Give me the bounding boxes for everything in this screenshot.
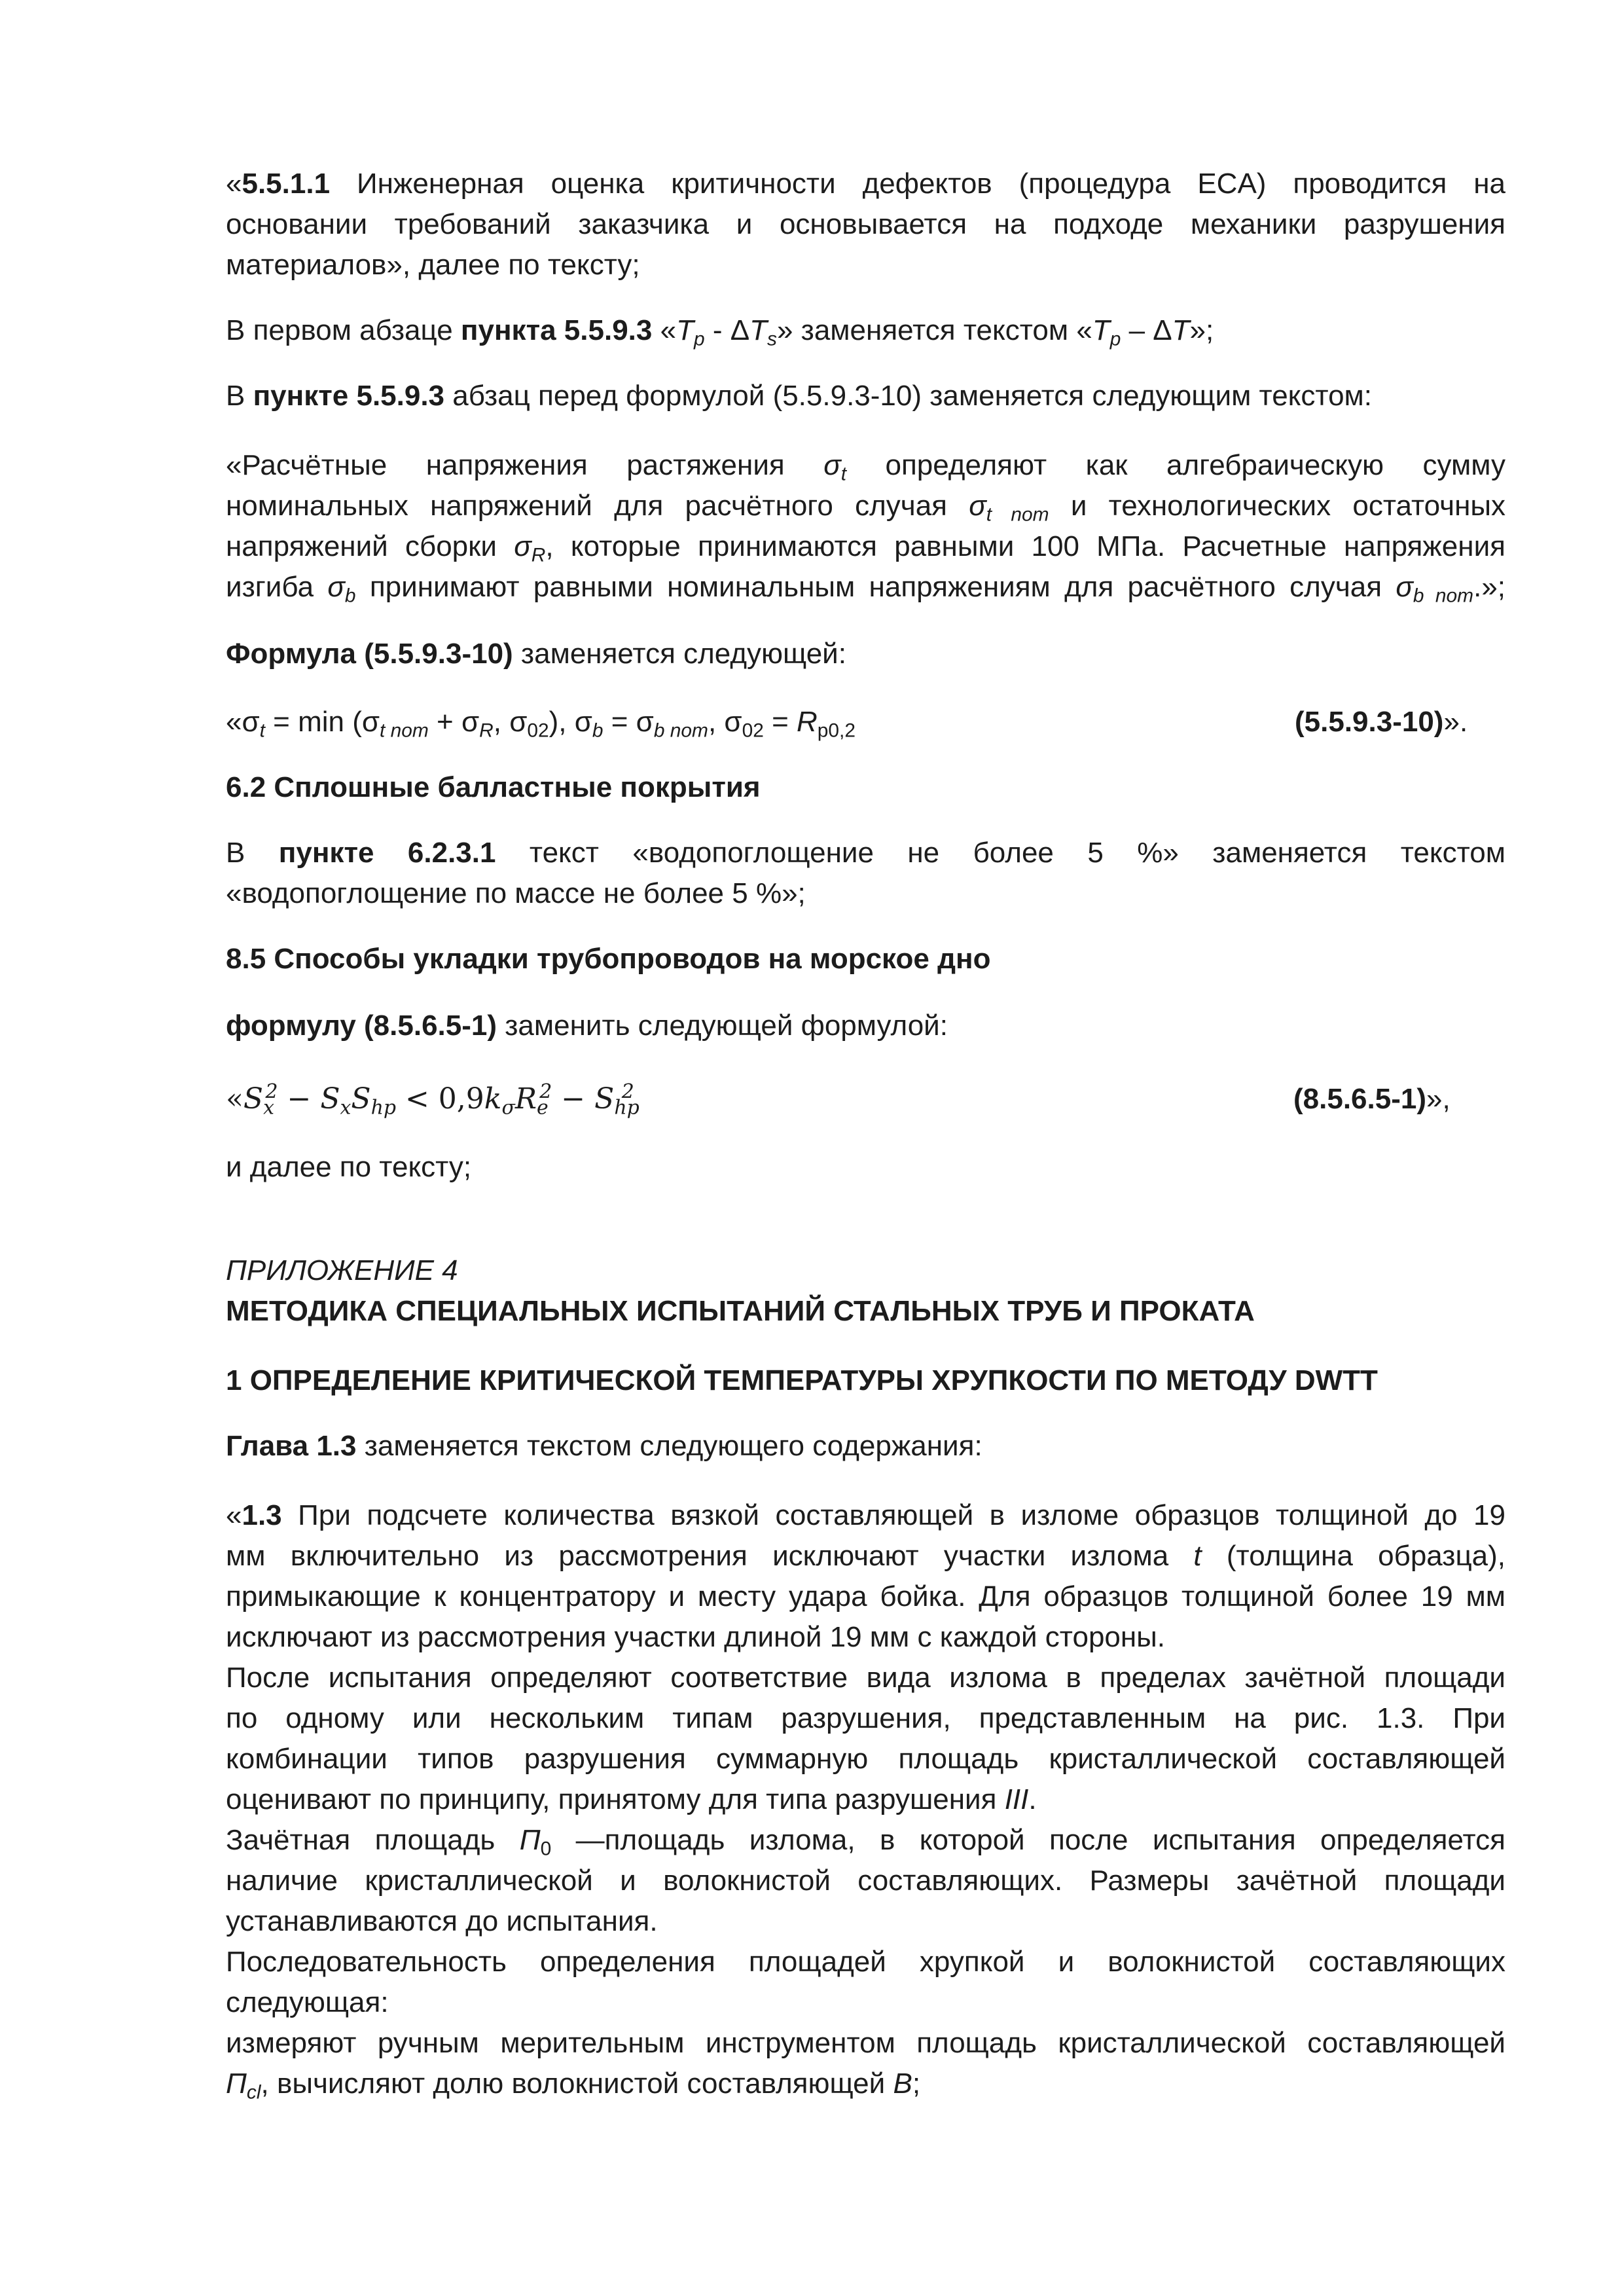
para-fracture-line-4: оценивают по принципу, принятому для типа разрушения III. — [226, 1783, 1037, 1815]
para-further-text: и далее по тексту; — [226, 1151, 472, 1183]
equation-number-8-5-6-5-1: (8.5.6.5-1)», — [1293, 1083, 1451, 1115]
para-formula-8-5-6-5-1-intro: формулу (8.5.6.5-1) заменить следующей формулой: — [226, 1010, 948, 1042]
section-heading-6-2: 6.2 Сплошные балластные покрытия — [226, 771, 761, 803]
para-sequence-line-2: следующая: — [226, 1986, 389, 2018]
para-test-area-line-1: Зачётная площадь $П_0$ —площадь излома, в которой после испытания определяется — [226, 1824, 1506, 1860]
para-1-3-line-2: мм включительно из рассмотрения исключают участки излома t (толщина образца), — [226, 1540, 1506, 1572]
appendix-title: ПРИЛОЖЕНИЕ 4 — [226, 1254, 458, 1286]
para-5-5-1-1-line-1: «5.5.1.1 Инженерная оценка критичности дефектов (процедура ECA) проводится на — [226, 168, 1505, 200]
para-5-5-9-3-replacement: В пункте 5.5.9.3 абзац перед формулой (5.5.9.3-10) заменяется следующим текстом: — [226, 380, 1373, 412]
section-heading-1: 1 ОПРЕДЕЛЕНИЕ КРИТИЧЕСКОЙ ТЕМПЕРАТУРЫ ХРУПКОСТИ ПО МЕТОДУ DWTT — [226, 1364, 1378, 1396]
para-test-area-line-2: наличие кристаллической и волокнистой составляющих. Размеры зачётной площади — [226, 1865, 1505, 1897]
para-first-abzac: В первом абзаце пункта 5.5.9.3 «$T_p - \Delta T_s$» заменяется текстом «$T_p$ – ΔT»; — [226, 314, 1214, 350]
para-fracture-line-3: комбинации типов разрушения суммарную площадь кристаллической составляющей — [226, 1743, 1505, 1775]
para-sequence-line-1: Последовательность определения площадей хрупкой и волокнистой составляющих — [226, 1946, 1505, 1978]
para-stress-line-3: напряжений сборки $\sigma_R$, которые принимаются равными 100 МПа. Расчетные напряжения — [226, 530, 1505, 566]
para-measure-line-1: измеряют ручным мерительным инструментом площадь кристаллической составляющей — [226, 2027, 1505, 2059]
equation-5-5-9-3-10: «$\sigma_t = \min (\sigma_{t nom} + \sigma_R$, $\sigma_{02}$), $\sigma_b = \sigma_{b nom}$, $\sigma_{02} = R_{p0,2}$ — [226, 706, 856, 742]
section-heading-8-5: 8.5 Способы укладки трубопроводов на морское дно — [226, 943, 991, 975]
appendix-heading: МЕТОДИКА СПЕЦИАЛЬНЫХ ИСПЫТАНИЙ СТАЛЬНЫХ ТРУБ И ПРОКАТА — [226, 1295, 1255, 1327]
para-fracture-line-2: по одному или нескольким типам разрушения, представленным на рис. 1.3. При — [226, 1702, 1505, 1734]
para-stress-line-4: изгиба $\sigma_b$ принимают равными номинальным напряжениям для расчётного случая $\sigma_{b nom}$.»; — [226, 571, 1506, 607]
para-stress-line-1: «Расчётные напряжения растяжения $\sigma_t$ определяют как алгебраическую сумму — [226, 449, 1506, 485]
para-6-2-3-1-line-2: «водопоглощение по массе не более 5 %»; — [226, 877, 806, 909]
para-chapter-1-3-intro: Глава 1.3 заменяется текстом следующего содержания: — [226, 1430, 982, 1462]
para-5-5-1-1-line-2: основании требований заказчика и основывается на подходе механики разрушения — [226, 208, 1505, 240]
para-test-area-line-3: устанавливаются до испытания. — [226, 1905, 658, 1937]
para-1-3-line-4: исключают из рассмотрения участки длиной 19 мм с каждой стороны. — [226, 1621, 1166, 1653]
para-stress-line-2: номинальных напряжений для расчётного случая $\sigma_{t nom}$ и технологических остаточных — [226, 490, 1505, 526]
equation-8-5-6-5-1: «$S_x^2 - S_xS_{hp} < 0,9k_\sigma R_e^2 - S_{hp}^2$ — [226, 1080, 640, 1120]
para-measure-line-2: $П_{cl}$, вычисляют долю волокнистой составляющей B; — [226, 2068, 921, 2104]
equation-number-5-5-9-3-10: (5.5.9.3-10)». — [1295, 706, 1468, 738]
para-fracture-line-1: После испытания определяют соответствие вида излома в пределах зачётной площади — [226, 1662, 1505, 1694]
para-1-3-line-1: «1.3 При подсчете количества вязкой составляющей в изломе образцов толщиной до 19 — [226, 1499, 1505, 1531]
para-1-3-line-3: примыкающие к концентратору и месту удара бойка. Для образцов толщиной более 19 мм — [226, 1580, 1505, 1613]
para-5-5-1-1-line-3: материалов», далее по тексту; — [226, 249, 640, 281]
para-formula-intro: Формула (5.5.9.3-10) заменяется следующей: — [226, 638, 846, 670]
para-6-2-3-1-line-1: В пункте 6.2.3.1 текст «водопоглощение не более 5 %» заменяется текстом — [226, 837, 1505, 869]
